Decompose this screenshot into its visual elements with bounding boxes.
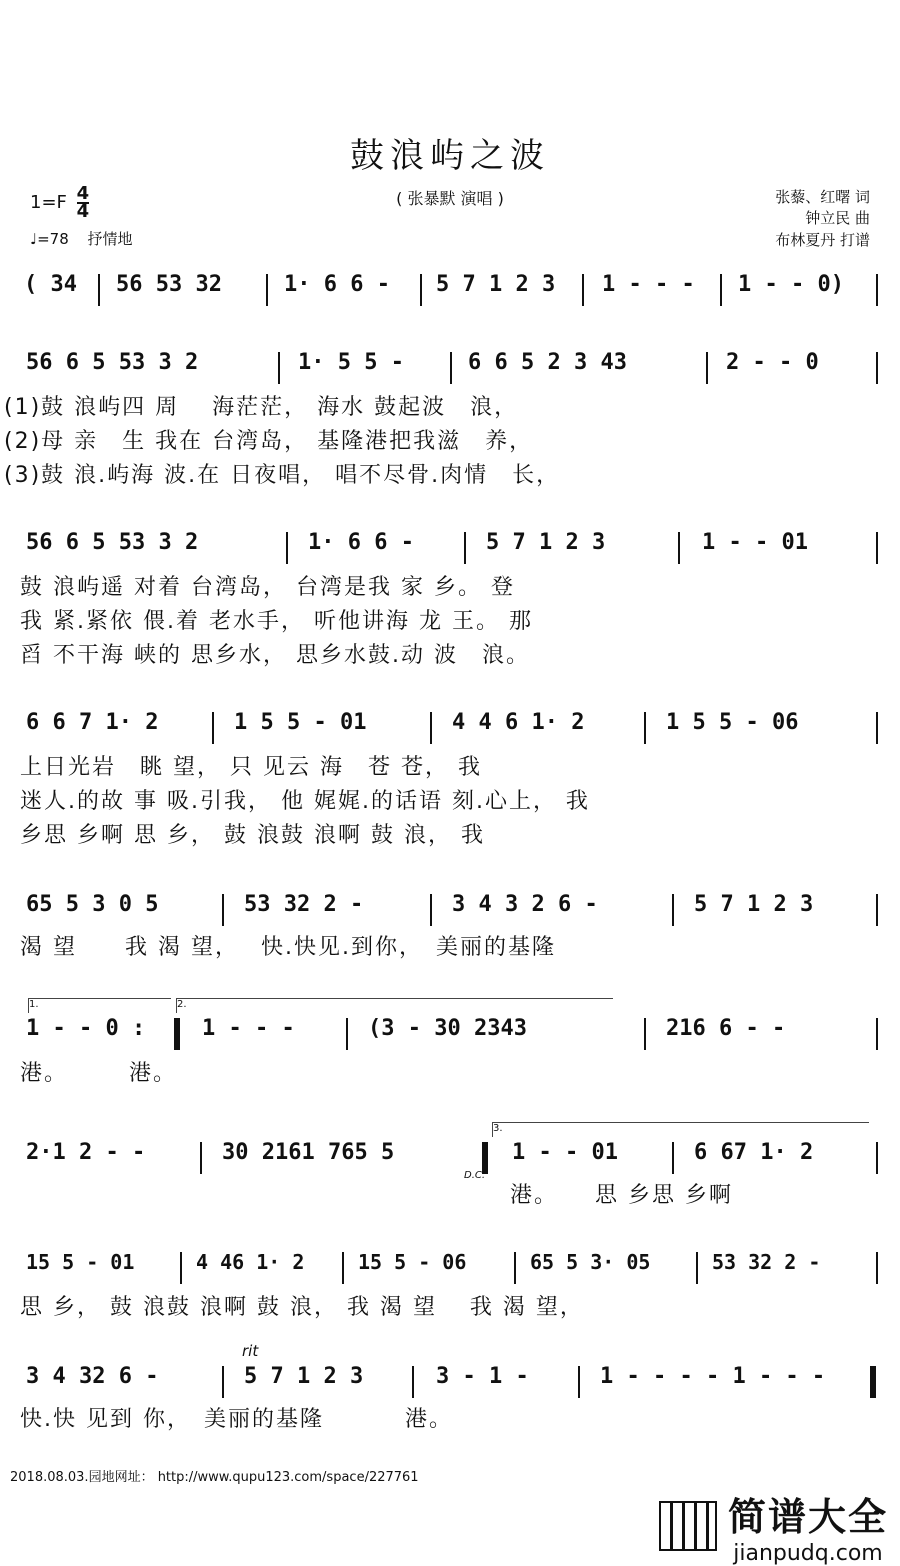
score-line-4 <box>16 892 884 932</box>
typesetter-credit: 布林夏丹 打谱 <box>775 231 870 249</box>
time-sig-top: 4 <box>76 183 90 204</box>
piano-keys-icon <box>659 1501 717 1551</box>
measure: 1 5 5 - 06 <box>666 710 799 735</box>
measure: 1· 6 6 - <box>284 272 390 297</box>
measure: 3 4 3 2 6 - <box>452 892 598 917</box>
site-logo <box>659 1486 888 1566</box>
measure: 5 7 1 2 3 <box>244 1364 364 1389</box>
lyric-verse-1: 上日光岩 眺 望， 只 见云 海 苍 苍， 我 <box>20 755 482 780</box>
lyric-line: 港。 思 乡思 乡啊 <box>510 1183 733 1208</box>
score-line-2 <box>16 530 884 570</box>
footer-url: 2018.08.03.园地网址： http://www.qupu123.com/space/227761 <box>10 1470 419 1485</box>
logo-site: jianpudq.com <box>733 1541 883 1566</box>
measure: 1 - - 0 : <box>26 1016 146 1041</box>
measure: 6 67 1· 2 <box>694 1140 814 1165</box>
lyricist-credit: 张藜、红曙 词 <box>775 188 870 206</box>
measure: 53 32 2 - <box>712 1250 821 1274</box>
measure: 56 6 5 53 3 2 <box>26 350 199 375</box>
volta-3: 3. <box>492 1122 869 1137</box>
lyric-verse-3: (3)鼓 浪.屿海 波.在 日夜唱， 唱不尽骨.肉情 长， <box>4 463 561 488</box>
measure: 1 - - - <box>602 272 695 297</box>
measure: 15 5 - 06 <box>358 1250 467 1274</box>
score-line-3 <box>16 710 884 750</box>
score-line-1 <box>16 350 884 390</box>
page-title: 鼓浪屿之波 <box>350 136 550 176</box>
measure: 1 - - 0) <box>738 272 844 297</box>
time-sig-bottom: 4 <box>76 201 90 222</box>
lyric-line: 港。 港。 <box>20 1061 178 1086</box>
measure: (3 - 30 2343 <box>368 1016 527 1041</box>
singer-credit: ( 张暴默 演唱 ) <box>396 189 504 208</box>
measure: 216 6 - - <box>666 1016 786 1041</box>
measure: 5 7 1 2 3 <box>486 530 606 555</box>
lyric-verse-1: (1)鼓 浪屿四 周 海茫茫， 海水 鼓起波 浪， <box>4 395 519 420</box>
measure: 1 - - - <box>202 1016 295 1041</box>
lyric-verse-2: (2)母 亲 生 我在 台湾岛， 基隆港把我滋 养， <box>4 429 534 454</box>
measure: 65 5 3· 05 <box>530 1250 651 1274</box>
measure: 6 6 7 1· 2 <box>26 710 159 735</box>
measure: 5 7 1 2 3 <box>436 272 556 297</box>
volta-2: 2. <box>176 998 613 1013</box>
tempo-marking: ♩=78 抒情地 <box>30 230 133 248</box>
lyric-line: 渴 望 我 渴 望， 快.快见.到你， 美丽的基隆 <box>20 935 556 960</box>
score-line-8 <box>16 1364 884 1404</box>
lyric-verse-1: 鼓 浪屿遥 对着 台湾岛， 台湾是我 家 乡。 登 <box>20 575 515 600</box>
rit-marking: rit <box>242 1342 259 1360</box>
lyric-verse-2: 迷人.的故 事 吸.引我， 他 娓娓.的话语 刻.心上， 我 <box>20 789 590 814</box>
key-signature: 1=F $\frac{4}{4}$ <box>30 183 90 222</box>
measure: 53 32 2 - <box>244 892 364 917</box>
measure: 15 5 - 01 <box>26 1250 135 1274</box>
measure: ( 34 <box>24 272 77 297</box>
logo-brand: 简谱大全 <box>727 1495 888 1539</box>
measure: 65 5 3 0 5 <box>26 892 159 917</box>
score-line-0 <box>16 272 884 312</box>
measure: 2 - - 0 <box>726 350 819 375</box>
dc-marking: D.C. <box>464 1170 486 1181</box>
score-line-7 <box>16 1250 884 1290</box>
lyric-line: 思 乡， 鼓 浪鼓 浪啊 鼓 浪， 我 渴 望 我 渴 望， <box>20 1295 584 1320</box>
measure: 6 6 5 2 3 43 <box>468 350 627 375</box>
measure: 4 46 1· 2 <box>196 1250 305 1274</box>
lyric-verse-3: 乡思 乡啊 思 乡， 鼓 浪鼓 浪啊 鼓 浪， 我 <box>20 823 485 848</box>
volta-1: 1. <box>28 998 171 1013</box>
lyric-verse-2: 我 紧.紧依 偎.着 老水手， 听他讲海 龙 王。 那 <box>20 609 533 634</box>
measure: 4 4 6 1· 2 <box>452 710 585 735</box>
measure: 1· 5 5 - <box>298 350 404 375</box>
measure: 1· 6 6 - <box>308 530 414 555</box>
quarter-note-icon: ♩ <box>30 230 38 248</box>
measure: 1 - - - - 1 - - - <box>600 1364 826 1389</box>
measure: 1 - - 01 <box>512 1140 618 1165</box>
composer-credit: 钟立民 曲 <box>805 209 870 227</box>
measure: 56 53 32 <box>116 272 222 297</box>
measure: 30 2161 765 5 <box>222 1140 395 1165</box>
measure: 1 - - 01 <box>702 530 808 555</box>
measure: 1 5 5 - 01 <box>234 710 367 735</box>
measure: 56 6 5 53 3 2 <box>26 530 199 555</box>
lyric-line: 快.快 见到 你， 美丽的基隆 港。 <box>20 1407 453 1432</box>
score-line-5 <box>16 1016 884 1056</box>
measure: 3 4 32 6 - <box>26 1364 159 1389</box>
measure: 3 - 1 - <box>436 1364 529 1389</box>
measure: 5 7 1 2 3 <box>694 892 814 917</box>
score-line-6 <box>16 1140 884 1180</box>
measure: 2·1 2 - - <box>26 1140 146 1165</box>
lyric-verse-3: 舀 不干海 峡的 思乡水， 思乡水鼓.动 波 浪。 <box>20 643 530 668</box>
